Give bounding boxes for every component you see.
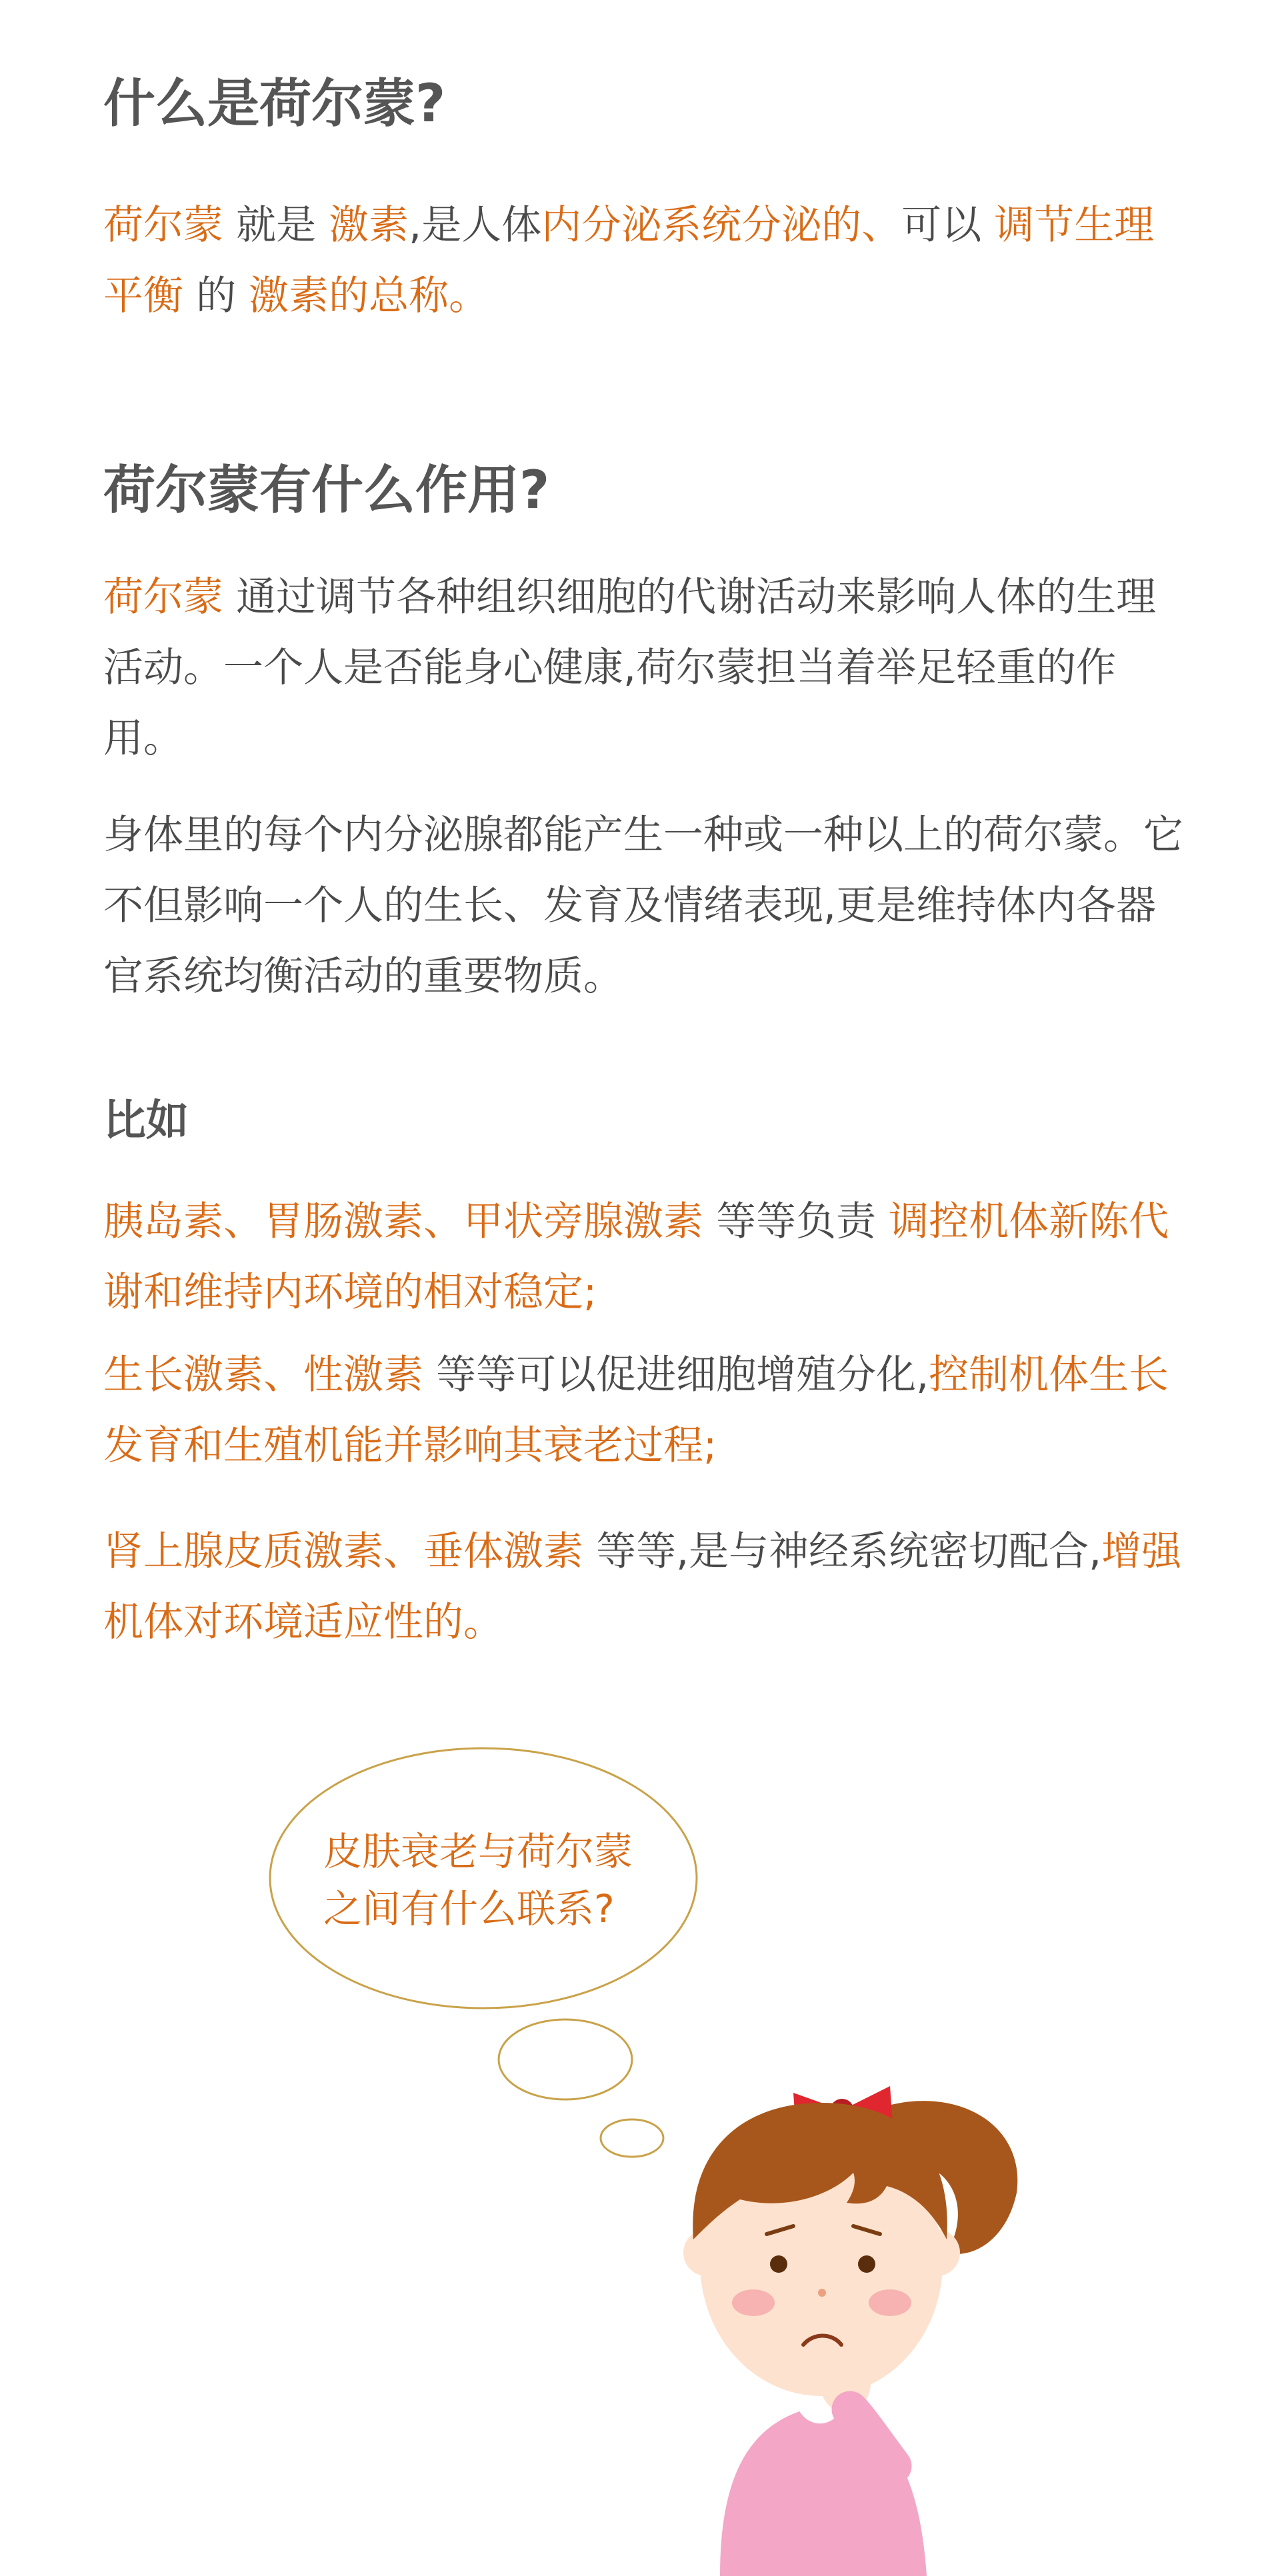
highlighted-text: 激素 <box>329 202 409 249</box>
highlighted-text: 荷尔蒙 <box>103 202 223 249</box>
thought-bubble-line-1: 皮肤衰老与荷尔蒙 <box>323 1829 633 1874</box>
body-text: 就是 <box>223 202 329 249</box>
girl-character <box>683 2086 1017 2576</box>
thought-bubble-text <box>323 1823 670 1937</box>
example-item-adaptation <box>103 1516 1187 1658</box>
hormone-definition-paragraph <box>103 190 1187 331</box>
body-text: 可以 <box>901 202 995 249</box>
example-item-metabolism <box>103 1186 1187 1328</box>
body-text: 等等,是与神经系统密切配合, <box>583 1528 1102 1575</box>
highlighted-text: 生长激素、性激素 <box>103 1352 423 1398</box>
body-text: 等等可以促进细胞增殖分化, <box>423 1352 929 1398</box>
hormone-function-paragraph-1 <box>103 562 1187 774</box>
thought-bubble <box>270 1748 697 2157</box>
body-text: 等等负责 <box>703 1198 889 1245</box>
highlighted-text: 调控机体新陈代谢和维持内环境的相对稳定; <box>103 1198 1169 1316</box>
body-text: 的 <box>183 273 249 319</box>
highlighted-text: 增强机体对环境适应性的。 <box>103 1528 1182 1646</box>
highlighted-text: 调节生理平衡 <box>103 202 1155 319</box>
body-text: ,是人体 <box>409 202 542 249</box>
section-title-hormone-function: 荷尔蒙有什么作用? <box>103 461 550 521</box>
hormone-function-paragraph-2: 身体里的每个内分泌腺都能产生一种或一种以上的荷尔蒙。它不但影响一个人的生长、发育及情绪表现,更是维持体内各器官系统均衡活动的重要物质。 <box>103 812 1183 1000</box>
highlighted-text: 控制机体生长发育和生殖机能并影响其衰老过程; <box>103 1352 1169 1469</box>
highlighted-text: 荷尔蒙 <box>103 574 223 621</box>
highlighted-text: 肾上腺皮质激素、垂体激素 <box>103 1528 583 1575</box>
highlighted-text: 胰岛素、胃肠激素、甲状旁腺激素 <box>103 1198 703 1245</box>
thought-bubble-line-2: 之间有什么联系? <box>323 1886 615 1932</box>
example-item-growth <box>103 1340 1187 1481</box>
section-title-what-is-hormone: 什么是荷尔蒙? <box>103 74 446 134</box>
highlighted-text: 内分泌系统分泌的、 <box>541 202 902 249</box>
body-text: 通过调节各种组织细胞的代谢活动来影响人体的生理活动。一个人是否能身心健康,荷尔蒙担当着举足轻重的作用。 <box>103 574 1157 762</box>
pink-shirt <box>720 2406 927 2576</box>
highlighted-text: 激素的总称。 <box>249 273 489 319</box>
examples-title: 比如 <box>103 1096 189 1146</box>
